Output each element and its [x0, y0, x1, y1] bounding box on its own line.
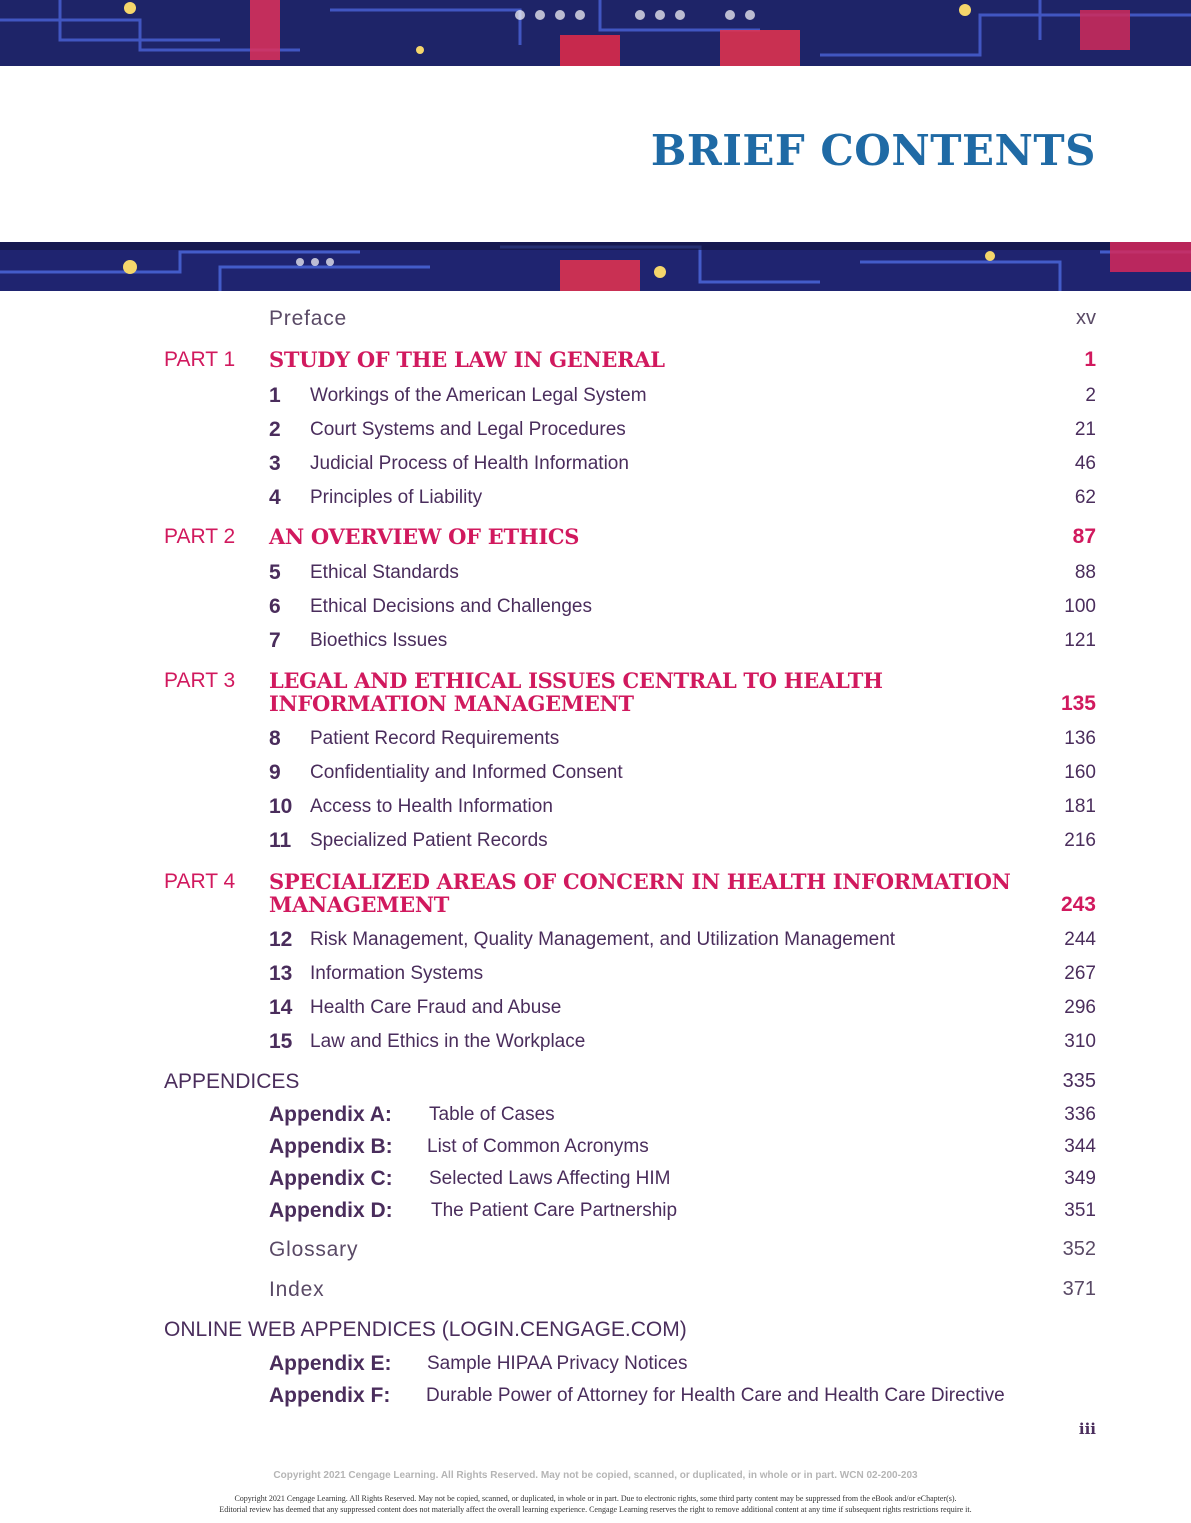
page-folio: iii: [1078, 1420, 1096, 1438]
chapter-entry[interactable]: [0, 1030, 1191, 1060]
page-number: 351: [1064, 1200, 1096, 1221]
part-label: PART 1: [164, 348, 236, 371]
chapter-entry[interactable]: [0, 418, 1191, 448]
appendix-title: Durable Power of Attorney for Health Care and Health Care Directive: [426, 1385, 1005, 1406]
appendix-label: Appendix D:: [269, 1199, 393, 1222]
chapter-title: Judicial Process of Health Information: [310, 453, 629, 474]
chapter-entry[interactable]: [0, 561, 1191, 591]
copyright-line-1: Copyright 2021 Cengage Learning. All Rights Reserved. May not be copied, scanned, or duplicated, in whole or in part. Due to electronic rights, some third party content may be suppressed from the eBook and/or eChapter(s).: [234, 1494, 957, 1503]
chapter-entry[interactable]: [0, 727, 1191, 757]
part-heading[interactable]: [0, 870, 1191, 924]
chapter-number: 11: [269, 829, 292, 852]
page-number: 371: [1062, 1278, 1096, 1300]
copyright-notice: [0, 1493, 1191, 1515]
appendix-label: Appendix B:: [269, 1135, 393, 1158]
chapter-number: 10: [269, 795, 293, 818]
appendix-title: Sample HIPAA Privacy Notices: [427, 1353, 688, 1374]
page-number: 46: [1074, 453, 1096, 474]
chapter-entry[interactable]: [0, 829, 1191, 859]
appendix-entry[interactable]: [0, 1167, 1191, 1197]
index-label: Index: [269, 1278, 325, 1301]
page-number: 296: [1064, 997, 1096, 1018]
chapter-number: 7: [269, 629, 281, 652]
part-title-line-1: SPECIALIZED AREAS OF CONCERN IN HEALTH INFORMATION: [269, 869, 1011, 894]
copyright-line-2: Editorial review has deemed that any suppressed content does not materially affect the overall learning experience. Cengage Learning reserves the right to remove additional content at any time if subsequent rights restrictions require it.: [219, 1505, 972, 1514]
chapter-title: Bioethics Issues: [310, 630, 448, 651]
chapter-number: 8: [269, 727, 281, 750]
preface-label: Preface: [269, 307, 347, 330]
toc-entry-preface[interactable]: [0, 307, 1191, 337]
page-number: 243: [1060, 893, 1096, 916]
part-heading[interactable]: [0, 348, 1191, 378]
page-number: xv: [1076, 307, 1096, 329]
circuit-board-image: [0, 242, 1191, 291]
page-title: BRIEF CONTENTS: [650, 126, 1096, 175]
page-number: 121: [1064, 630, 1096, 651]
appendix-title: List of Common Acronyms: [427, 1136, 649, 1157]
chapter-title: Health Care Fraud and Abuse: [310, 997, 562, 1018]
page-number: 160: [1064, 762, 1096, 783]
page-number: 2: [1085, 385, 1096, 406]
chapter-number: 2: [269, 418, 281, 441]
page-number: 267: [1064, 963, 1096, 984]
chapter-entry[interactable]: [0, 761, 1191, 791]
chapter-title: Principles of Liability: [310, 487, 483, 508]
appendix-entry[interactable]: [0, 1352, 1191, 1382]
chapter-title: Workings of the American Legal System: [310, 385, 647, 406]
part-title-line-2: MANAGEMENT: [269, 892, 450, 917]
chapter-number: 1: [269, 384, 281, 407]
chapter-title: Ethical Decisions and Challenges: [310, 596, 592, 617]
page-number: 216: [1064, 830, 1096, 851]
page-number: 100: [1064, 596, 1096, 617]
page-number: 310: [1064, 1031, 1096, 1052]
section-label: ONLINE WEB APPENDICES (LOGIN.CENGAGE.COM): [164, 1318, 687, 1341]
chapter-number: 14: [269, 996, 293, 1019]
chapter-number: 15: [269, 1030, 293, 1053]
part-label: PART 2: [164, 525, 236, 548]
part-heading[interactable]: [0, 525, 1191, 555]
page-number: 87: [1072, 525, 1096, 548]
page-number: 335: [1062, 1070, 1096, 1092]
chapter-title: Law and Ethics in the Workplace: [310, 1031, 586, 1052]
chapter-title: Patient Record Requirements: [310, 728, 560, 749]
chapter-entry[interactable]: [0, 795, 1191, 825]
page-number: 136: [1064, 728, 1096, 749]
appendix-label: Appendix A:: [269, 1103, 392, 1126]
section-label: APPENDICES: [164, 1070, 300, 1093]
chapter-entry[interactable]: [0, 928, 1191, 958]
appendix-label: Appendix F:: [269, 1384, 391, 1407]
chapter-entry[interactable]: [0, 962, 1191, 992]
part-heading[interactable]: [0, 669, 1191, 723]
appendix-title: Table of Cases: [429, 1104, 555, 1125]
page-number: 349: [1064, 1168, 1096, 1189]
copyright-watermark: Copyright 2021 Cengage Learning. All Rights Reserved. May not be copied, scanned, or duplicated, in whole or in part. WCN 02-200-203: [273, 1470, 918, 1481]
chapter-title: Access to Health Information: [310, 796, 553, 817]
part-label: PART 4: [164, 870, 236, 893]
part-label: PART 3: [164, 669, 236, 692]
glossary-label: Glossary: [269, 1238, 359, 1261]
chapter-entry[interactable]: [0, 629, 1191, 659]
chapter-title: Court Systems and Legal Procedures: [310, 419, 626, 440]
chapter-number: 9: [269, 761, 281, 784]
appendix-title: The Patient Care Partnership: [431, 1200, 678, 1221]
chapter-entry[interactable]: [0, 452, 1191, 482]
appendix-entry[interactable]: [0, 1384, 1191, 1414]
chapter-title: Confidentiality and Informed Consent: [310, 762, 623, 783]
page-number: 62: [1074, 487, 1096, 508]
page-number: 244: [1064, 929, 1096, 950]
page-number: 181: [1064, 796, 1096, 817]
chapter-entry[interactable]: [0, 595, 1191, 625]
part-title: AN OVERVIEW OF ETHICS: [269, 524, 580, 549]
part-title-line-2: INFORMATION MANAGEMENT: [269, 691, 634, 716]
chapter-entry[interactable]: [0, 384, 1191, 414]
chapter-number: 12: [269, 928, 293, 951]
circuit-banner-middle: [0, 242, 1191, 291]
page-number: 336: [1064, 1104, 1096, 1125]
chapter-number: 13: [269, 962, 293, 985]
toc-entry-glossary[interactable]: [0, 1238, 1191, 1268]
circuit-banner-top: [0, 0, 1191, 66]
circuit-board-image: [0, 0, 1191, 66]
page-number: 1: [1084, 348, 1096, 371]
appendices-heading[interactable]: [0, 1070, 1191, 1100]
page-number: 352: [1062, 1238, 1096, 1260]
chapter-number: 3: [269, 452, 281, 475]
chapter-number: 4: [269, 486, 281, 509]
appendix-label: Appendix E:: [269, 1352, 392, 1375]
chapter-title: Risk Management, Quality Management, and Utilization Management: [310, 929, 896, 950]
chapter-number: 6: [269, 595, 281, 618]
chapter-title: Ethical Standards: [310, 562, 459, 583]
chapter-title: Information Systems: [310, 963, 484, 984]
appendix-entry[interactable]: [0, 1135, 1191, 1165]
online-appendices-heading[interactable]: [0, 1318, 1191, 1348]
appendix-entry[interactable]: [0, 1199, 1191, 1229]
part-title: STUDY OF THE LAW IN GENERAL: [269, 347, 665, 372]
appendix-label: Appendix C:: [269, 1167, 393, 1190]
appendix-title: Selected Laws Affecting HIM: [429, 1168, 671, 1189]
page-number: 344: [1064, 1136, 1096, 1157]
appendix-entry[interactable]: [0, 1103, 1191, 1133]
chapter-entry[interactable]: [0, 486, 1191, 516]
chapter-entry[interactable]: [0, 996, 1191, 1026]
page-number: 88: [1074, 562, 1096, 583]
toc-entry-index[interactable]: [0, 1278, 1191, 1308]
chapter-number: 5: [269, 561, 281, 584]
chapter-title: Specialized Patient Records: [310, 830, 548, 851]
page-number: 135: [1060, 692, 1096, 715]
page-number: 21: [1074, 419, 1096, 440]
part-title-line-1: LEGAL AND ETHICAL ISSUES CENTRAL TO HEALTH: [269, 668, 883, 693]
